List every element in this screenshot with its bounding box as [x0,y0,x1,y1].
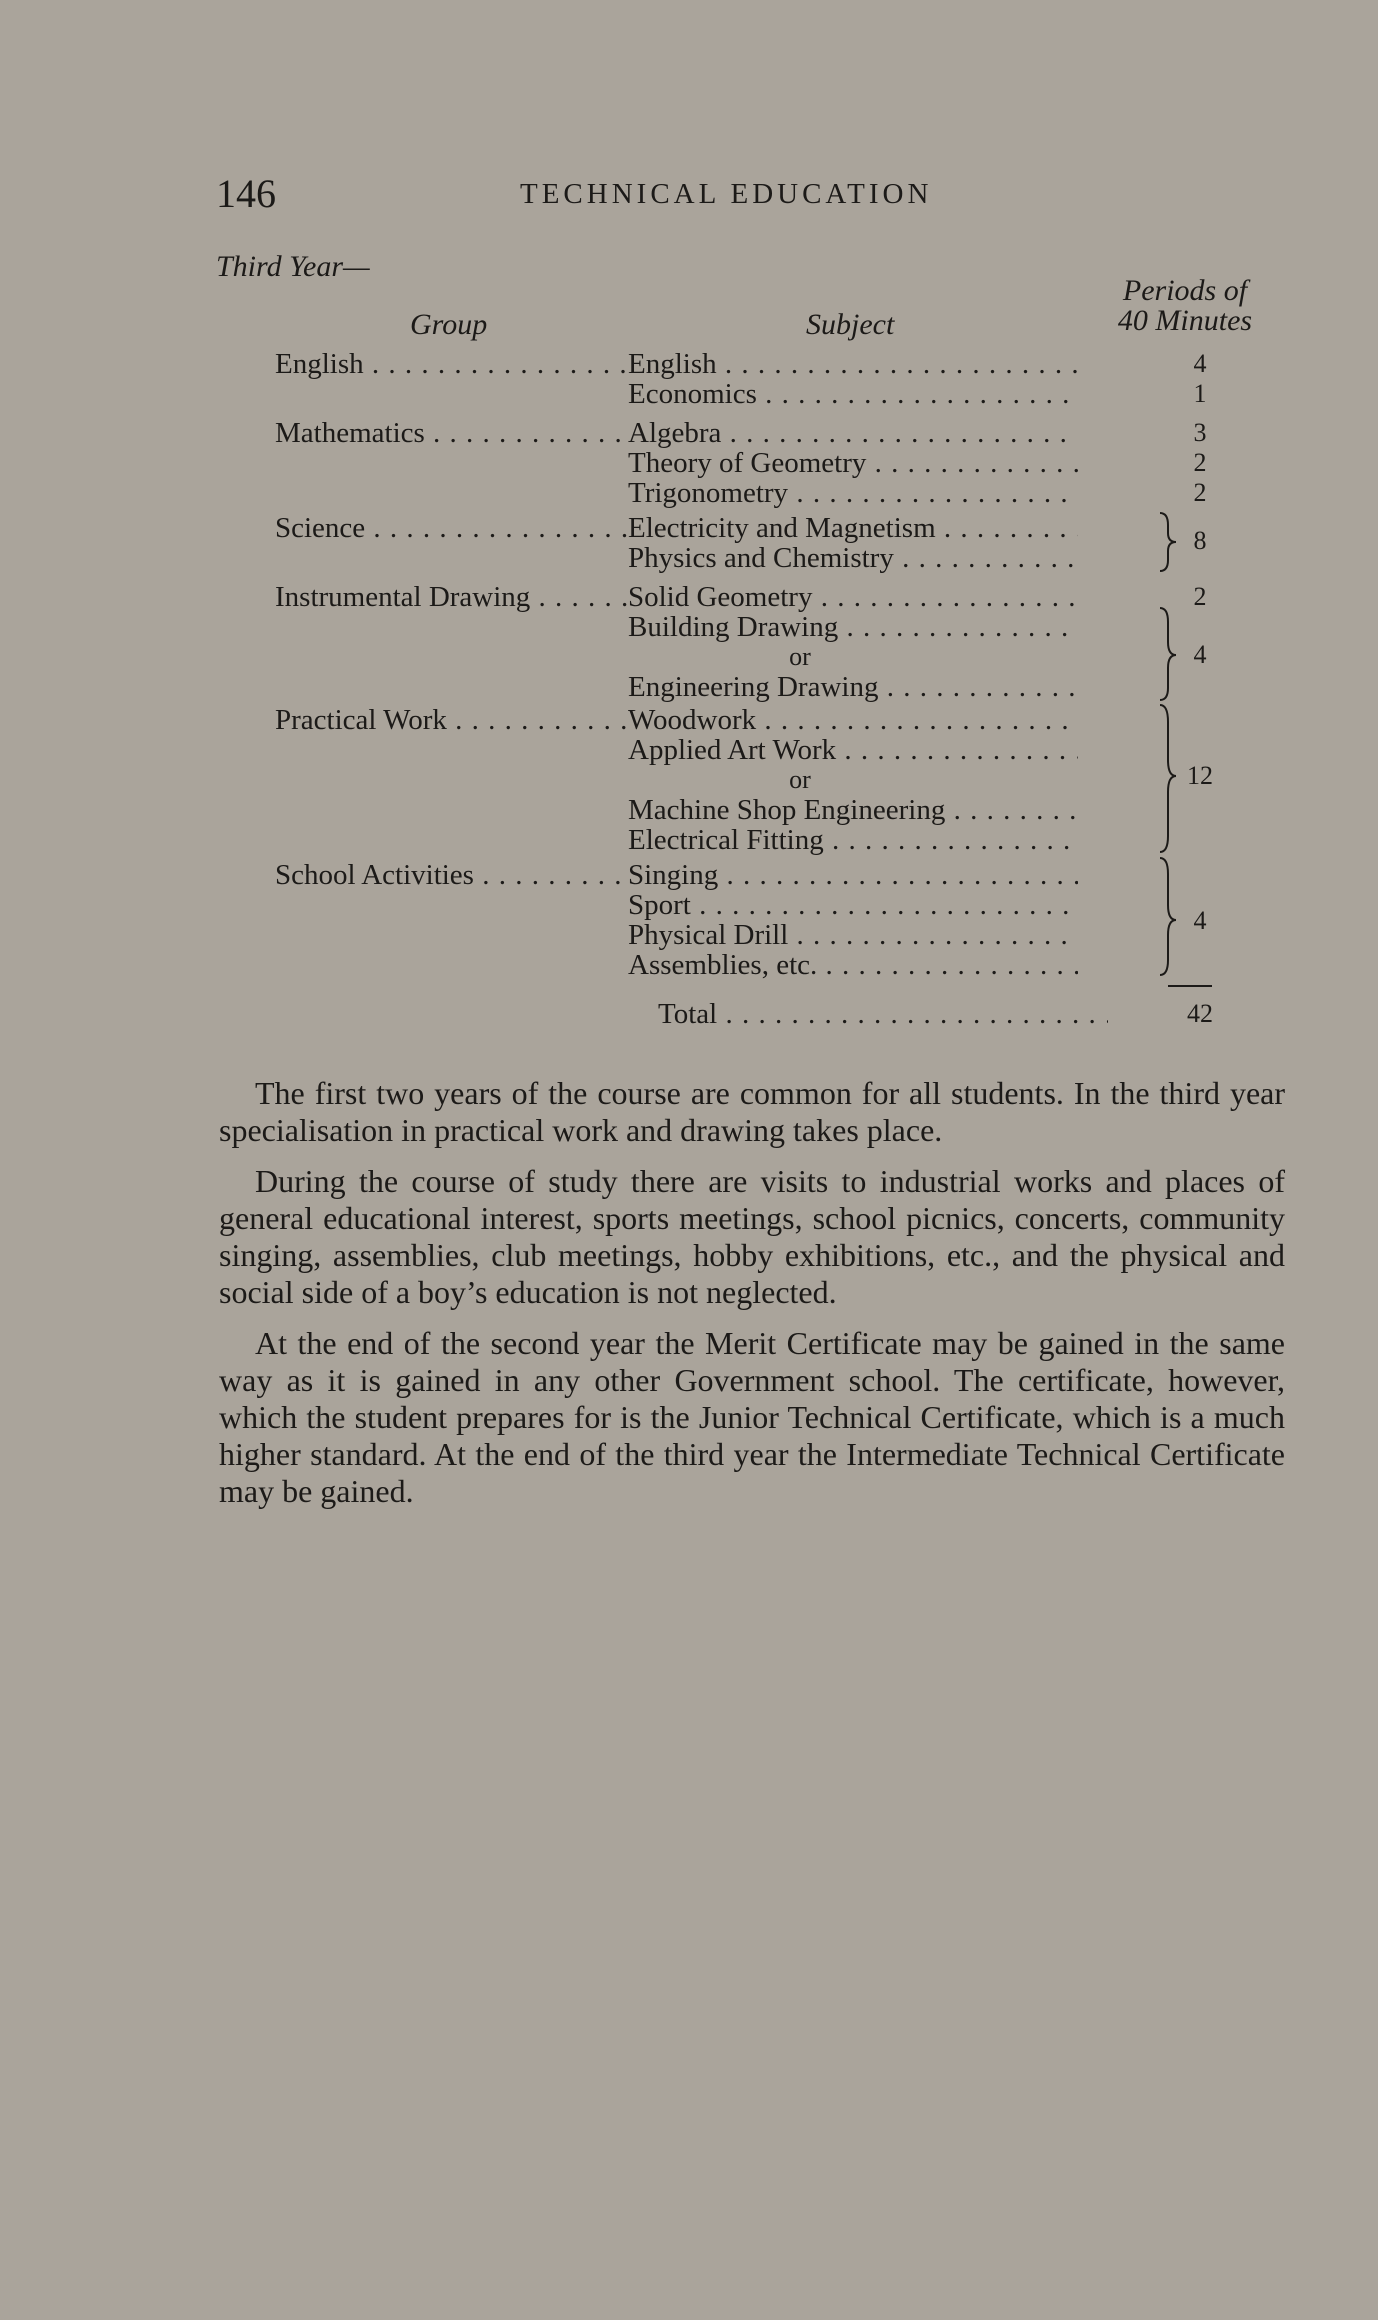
periods-header-line2: 40 Minutes [1117,304,1253,337]
subject-label: Electrical Fitting [628,825,824,855]
subject-label: Engineering Drawing [628,672,879,702]
periods-cell: 1 [1193,379,1207,408]
group-label: Practical Work [275,705,447,735]
subject-label: Singing [628,860,719,890]
subject-label: Theory of Geometry [628,448,867,478]
subject-label: Building Drawing [628,612,839,642]
subject-label: Electricity and Magnetism [628,513,936,543]
periods-cell: 3 [1193,418,1207,447]
subject-column-header: Subject [806,308,895,341]
group-label: Instrumental Drawing [275,582,531,612]
periods-cell: 4 [1193,349,1207,378]
group-label: Mathematics [275,418,425,448]
subject-label: or [789,642,811,671]
subject-label: Physical Drill [628,920,789,950]
running-head: TECHNICAL EDUCATION [520,178,933,210]
subject-label: Woodwork [628,705,757,735]
periods-cell: 2 [1193,582,1207,611]
group-label: English [275,349,364,379]
total-row [0,999,1378,1029]
drawing-periods: 4 [1193,640,1207,669]
subject-label: Sport [628,890,691,920]
subject-label: Machine Shop Engineering [628,795,946,825]
practical-periods: 12 [1187,761,1213,790]
subject-label: Assemblies, etc. [628,950,818,980]
paragraph-2: During the course of study there are visits to industrial works and places of general educational interest, sports meetings, school picnics, concerts, community singing, assemblies, club meetings, hobby exhibitions, etc., and the physical and social side of a boy’s education is not neglected. [219,1163,1285,1310]
page-number: 146 [216,171,276,216]
periods-cell: 2 [1193,448,1207,477]
subject-label: or [789,765,811,794]
activities-periods: 4 [1193,906,1207,935]
subject-label: English [628,349,717,379]
periods-cell: 2 [1193,478,1207,507]
subject-label: Physics and Chemistry [628,543,894,573]
subject-label: Applied Art Work [628,735,837,765]
total-label: Total . . . [658,999,1108,1029]
science-periods: 8 [1193,526,1207,555]
subject-label: Economics [628,379,757,409]
group-label: Science [275,513,366,543]
group-label: School Activities [275,860,474,890]
subject-label: Algebra [628,418,722,448]
section-title: Third Year— [216,250,370,283]
periods-header-line1: Periods of [1122,274,1248,307]
paragraph-1: The first two years of the course are common for all students. In the third year specialisation in practical work and drawing takes place. [219,1075,1285,1148]
total-value: 42 [1187,999,1213,1028]
subject-label: Solid Geometry [628,582,813,612]
group-column-header: Group [410,308,488,341]
total-rule [1168,985,1212,987]
subject-label: Trigonometry [628,478,789,508]
paragraph-3: At the end of the second year the Merit Certificate may be gained in the same way as it is gained in any other Government school. The certificate, however, which the student prepares for is the Junior Technical Certificate, which is a much higher standard. At the end of the third year the Intermediate Technical Certificate may be gained. [219,1325,1285,1509]
